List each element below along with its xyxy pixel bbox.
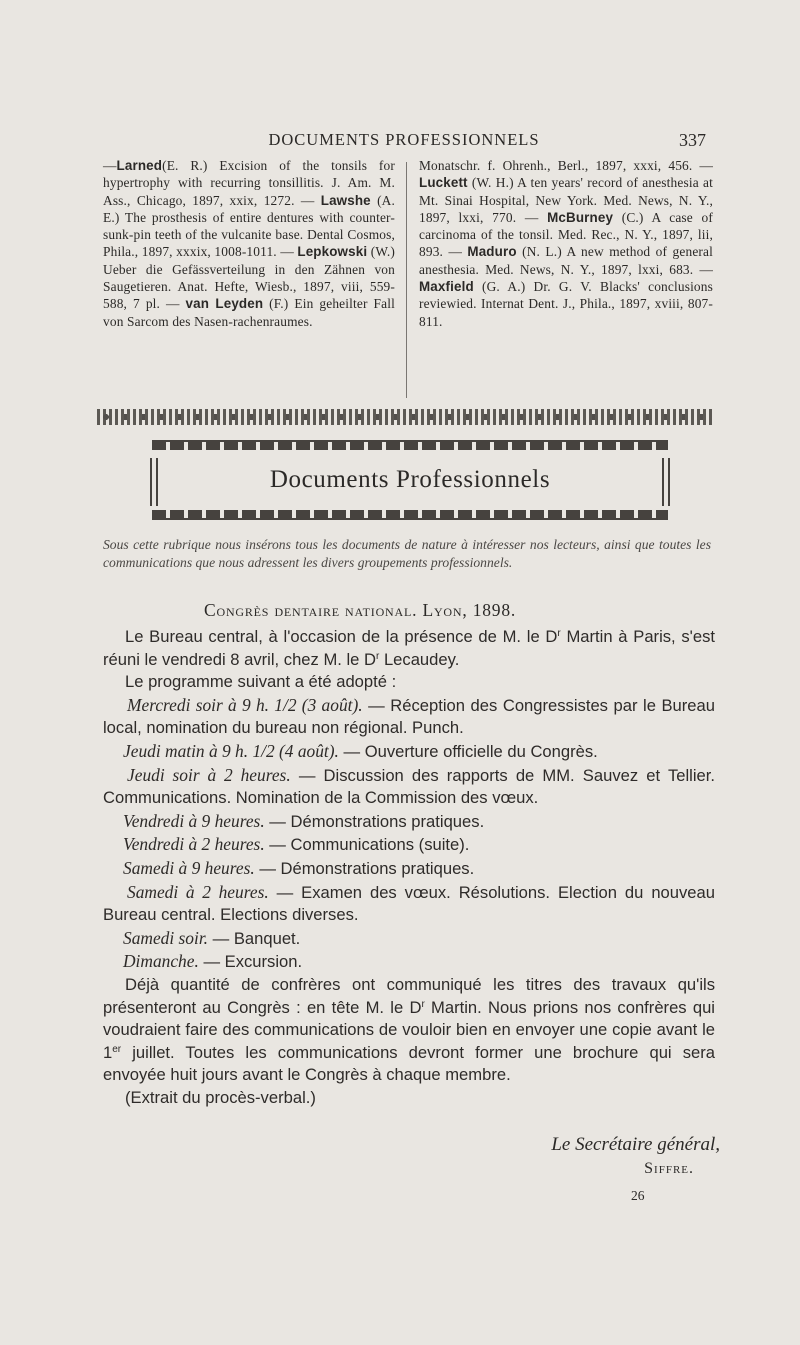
schedule-item: [103, 694, 715, 740]
schedule-time: Samedi soir.: [123, 927, 209, 948]
schedule-activity: — Communications (suite).: [264, 835, 470, 855]
schedule-activity: — Démonstrations pratiques.: [254, 858, 475, 878]
schedule-time: Samedi à 9 heures.: [123, 857, 255, 878]
signature-block: [460, 1134, 720, 1178]
schedule-item: [103, 810, 715, 834]
author-name: Maxfield: [419, 279, 474, 295]
signature-title: Le Secrétaire général,: [551, 1134, 720, 1155]
bibliography-right-column: [419, 157, 713, 330]
reference-text: (N. L.) A new method of general anesthesia. Med. News, N. Y., 1897, lxxi, 683. —: [419, 244, 713, 277]
section-title-frame: [140, 436, 680, 528]
section-title: Documents Professionnels: [269, 466, 551, 493]
ornamental-band: [97, 409, 714, 425]
schedule-time: Vendredi à 9 heures.: [123, 810, 265, 831]
programme-intro: Le programme suivant a été adopté :: [125, 672, 397, 692]
reference-text: (W. H.) A ten years' record of anesthesia at Mt. Sinai Hospital, New York. Med. News, N. Y., 1897, lxxi, 770. —: [419, 175, 713, 225]
schedule-item: [103, 950, 715, 974]
schedule-item: [103, 857, 715, 881]
schedule-activity: — Discussion des rapports de MM. Sauvez et Tellier. Communications. Nomination de la Commission des vœux.: [103, 765, 716, 808]
schedule-item: [103, 881, 715, 927]
schedule-item: [103, 764, 715, 810]
page-number: 337: [679, 130, 706, 150]
schedule-activity: — Banquet.: [208, 928, 301, 948]
schedule-time: Jeudi soir à 2 heures.: [127, 764, 291, 785]
reference-text: (A. E.) The prosthesis of entire dentures with counter-sunk-pin teeth of the vulcanite base. Dental Cosmos, Phila., 1897, xxxix, 1008-1011. —: [103, 192, 395, 260]
author-name: van Leyden: [185, 296, 264, 312]
schedule-activity: — Examen des vœux. Résolutions. Election du nouveau Bureau central. Elections diverses.: [103, 882, 715, 925]
reference-text: (W.) Ueber die Gefässverteilung in den Zähnen von Saugetieren. Anat. Hefte, Wiesb., 1897, viii, 559-588, 7 pl. —: [103, 244, 395, 312]
article-heading: Congrès dentaire national. Lyon, 1898.: [204, 600, 517, 620]
bibliography-left-column: [103, 157, 395, 330]
reference-text: (C.) A case of carcinoma of the tonsil. Med. Rec., N. Y., 1897, lii, 893. —: [419, 209, 713, 260]
greek-key-border-top: [152, 440, 668, 450]
schedule-item: [103, 927, 715, 951]
reference-text: —: [103, 158, 117, 173]
programme-schedule: [103, 694, 715, 974]
running-head: [98, 128, 710, 154]
opening-paragraph: Le Bureau central, à l'occasion de la présence de M. le $D^r$ Martin à Paris, s'est réuni le vendredi 8 avril, chez M. le $D^r$ Lecaudey.: [103, 627, 715, 669]
closing-paragraph: Déjà quantité de confrères ont communiqué les titres des travaux qu'ils présenteront au Congrès : en tête M. le $D^r$ Martin. Nous prions nos confrères qui voudraient faire des communications de vouloir bien en envoyer une copie avant le 1er juillet. Toutes les communications devront former une brochure qui sera envoyée huit jours avant le Congrès à chaque membre.: [103, 974, 715, 1085]
section-intro: Sous cette rubrique nous insérons tous les documents de nature à intéresser nos lecteurs, ainsi que toutes les communications que nous adressent les divers groupements professionnels.: [103, 537, 711, 570]
schedule-time: Jeudi matin à 9 h. 1/2 (4 août).: [123, 740, 339, 761]
schedule-time: Samedi à 2 heures.: [127, 881, 269, 902]
schedule-activity: — Excursion.: [198, 952, 303, 972]
author-name: Luckett: [419, 175, 468, 191]
schedule-time: Vendredi à 2 heures.: [123, 834, 265, 855]
reference-text: (F.) Ein geheilter Fall von Sarcom des Nasen-rachenraumes.: [103, 296, 395, 329]
author-name: Lawshe: [320, 192, 371, 208]
running-title: DOCUMENTS PROFESSIONNELS: [268, 130, 540, 149]
column-divider: [406, 162, 407, 398]
schedule-activity: — Ouverture officielle du Congrès.: [338, 741, 598, 761]
signature-name: Siffre.: [644, 1160, 694, 1177]
reference-text: (G. A.) Dr. G. V. Blacks' conclusions reviewied. Internat Dent. J., Phila., 1897, xviii, 807-811.: [419, 279, 713, 329]
schedule-item: [103, 833, 715, 857]
schedule-activity: — Démonstrations pratiques.: [264, 811, 485, 831]
schedule-time: Dimanche.: [123, 951, 199, 972]
reference-text: Monatschr. f. Ohrenh., Berl., 1897, xxxi, 456. —: [419, 158, 713, 173]
extract-note: (Extrait du procès-verbal.): [125, 1087, 316, 1107]
author-name: Larned: [116, 158, 163, 173]
author-name: Maduro: [467, 244, 517, 260]
sheet-number: 26: [631, 1188, 645, 1203]
schedule-item: [103, 740, 715, 764]
author-name: McBurney: [547, 209, 614, 225]
schedule-activity: — Réception des Congressistes par le Bureau local, nomination du bureau non régional. Punch.: [103, 695, 715, 738]
schedule-time: Mercredi soir à 9 h. 1/2 (3 août).: [127, 694, 363, 715]
author-name: Lepkowski: [297, 244, 368, 260]
reference-text: (E. R.) Excision of the tonsils for hypertrophy with recurring tonsillitis. J. Am. M. Ass., Chicago, 1897, xxix, 1272. —: [103, 158, 395, 208]
article-body: [103, 626, 715, 1109]
greek-key-border-bottom: [152, 510, 668, 520]
